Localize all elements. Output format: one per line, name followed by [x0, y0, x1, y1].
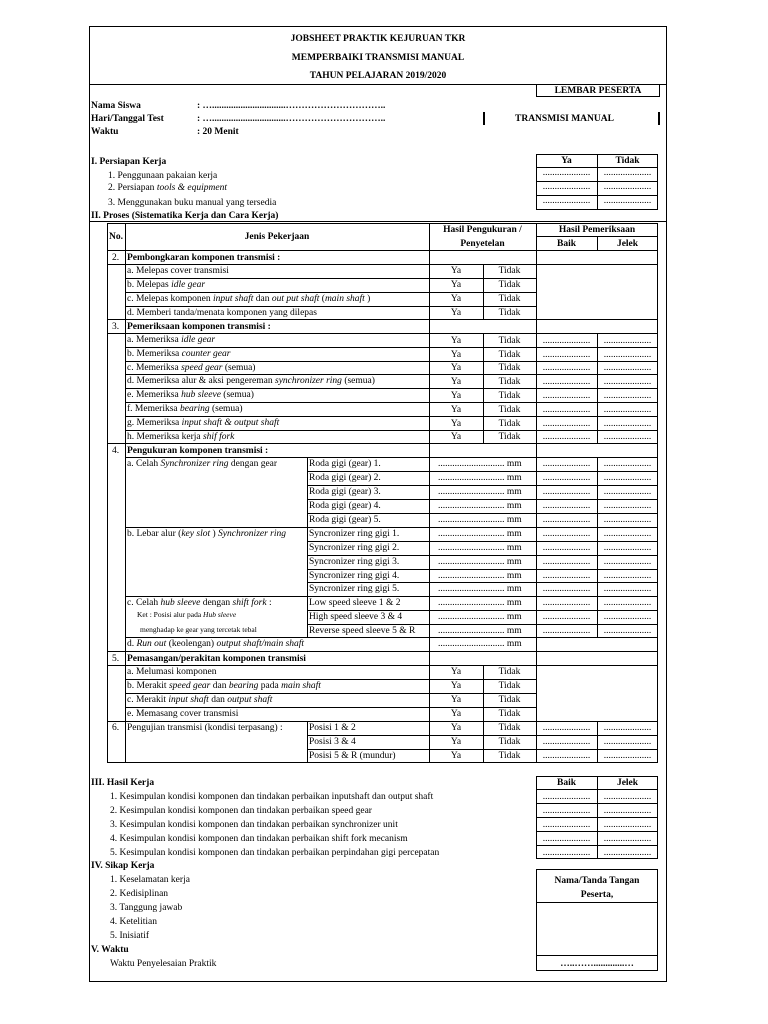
text-cell: .................... [603, 432, 652, 442]
text-cell: f. Memeriksa bearing (semua) [127, 404, 243, 414]
text-cell: Ya [450, 432, 462, 442]
group-6-title: Pengujian transmisi (kondisi terpasang) : [127, 723, 283, 733]
text-cell: ............................ mm [438, 626, 522, 636]
text-cell: Tidak [498, 723, 521, 733]
text-cell: 5. [112, 654, 120, 664]
text-cell: .................... [603, 723, 652, 733]
table-rule [536, 803, 658, 804]
text-cell: .................... [603, 363, 652, 373]
section-5-title: V. Waktu [91, 945, 129, 955]
text-cell: 5. Kesimpulan kondisi komponen dan tindakan perbaikan perpindahan gigi percepatan [110, 848, 440, 858]
text-cell: .................... [603, 196, 652, 206]
text-cell: a. Melepas cover transmisi [127, 266, 229, 276]
text-cell: .................... [542, 515, 591, 525]
text-cell: Tidak [498, 336, 521, 346]
text-cell: Ya [450, 280, 462, 290]
text-cell: Roda gigi (gear) 5. [309, 515, 381, 525]
text-cell: ............................ mm [438, 529, 522, 539]
baik-header: Baik [556, 239, 576, 249]
text-cell: 4. Ketelitian [110, 917, 157, 927]
text-cell: Tidak [498, 419, 521, 429]
text-cell: 1. Kesimpulan kondisi komponen dan tindakan perbaikan inputshaft dan output shaft [110, 792, 434, 802]
text-cell: .................... [542, 557, 591, 567]
text-cell: d. Run out (keolengan) output shaft/main shaft [127, 639, 305, 649]
text-cell: Ya [450, 391, 462, 401]
text-cell: ............................ mm [438, 639, 522, 649]
table-rule [536, 789, 658, 790]
text-cell: ............................ mm [438, 459, 522, 469]
text-cell: Syncronizer ring gigi 3. [309, 557, 400, 567]
text-cell: .................... [542, 723, 591, 733]
group-4-title: Pengukuran komponen transmisi : [127, 446, 269, 456]
text-cell: .................... [542, 820, 591, 830]
text-cell: Tidak [498, 294, 521, 304]
text-cell: ............................ mm [438, 487, 522, 497]
text-cell: .................... [603, 557, 652, 567]
text-cell: Tidak [498, 391, 521, 401]
text-cell: 6. [112, 723, 120, 733]
text-cell: .................... [542, 432, 591, 442]
text-cell: ............................ mm [438, 584, 522, 594]
text-cell: .................... [542, 487, 591, 497]
table-rule [307, 721, 308, 763]
text-cell: Roda gigi (gear) 2. [309, 473, 381, 483]
text-cell: Tidak [498, 350, 521, 360]
text-cell: High speed sleeve 3 & 4 [309, 612, 403, 622]
persiapan-item-1: 1. Penggunaan pakaian kerja [108, 171, 218, 181]
text-cell: .................... [542, 168, 591, 178]
text-cell: Roda gigi (gear) 4. [309, 501, 381, 511]
table-rule [107, 443, 658, 444]
text-cell: Ya [450, 709, 462, 719]
persiapan-tidak-header: Tidak [615, 156, 640, 166]
section-3-title: III. Hasil Kerja [91, 778, 155, 788]
text-cell: Tidak [498, 432, 521, 442]
text-cell: a. Memeriksa idle gear [127, 335, 216, 345]
text-cell: .................... [603, 487, 652, 497]
text-cell: .................... [603, 751, 652, 761]
text-cell: 2. Kedisiplinan [110, 889, 169, 899]
text-cell: .................... [603, 391, 652, 401]
table-rule [125, 250, 126, 319]
text-cell: 3. Kesimpulan kondisi komponen dan tindakan perbaikan synchronizer unit [110, 820, 398, 830]
text-cell: b. Melepas idle gear [127, 280, 206, 290]
text-cell: Ya [450, 294, 462, 304]
text-cell: d. Memeriksa alur & aksi pengereman synchronizer ring (semua) [127, 376, 375, 386]
text-cell: .................... [542, 598, 591, 608]
text-cell: 1. Keselamatan kerja [110, 875, 190, 885]
header-title-1: JOBSHEET PRAKTIK KEJURUAN TKR [290, 34, 466, 44]
signature-label-1: Nama/Tanda Tangan [554, 876, 640, 886]
text-cell: Ya [450, 695, 462, 705]
text-cell: a. Melumasi komponen [127, 667, 217, 677]
header-title-3: TAHUN PELAJARAN 2019/2020 [309, 71, 447, 81]
text-cell: .................... [542, 834, 591, 844]
text-cell: .................... [603, 336, 652, 346]
text-cell: Tidak [498, 405, 521, 415]
text-cell: Ya [450, 363, 462, 373]
text-cell: Tidak [498, 308, 521, 318]
persiapan-item-3: 3. Menggunakan buku manual yang tersedia [108, 198, 277, 208]
text-cell: Low speed sleeve 1 & 2 [309, 598, 401, 608]
text-cell: Posisi 1 & 2 [309, 723, 356, 733]
text-cell: .................... [603, 571, 652, 581]
text-cell: .................... [603, 515, 652, 525]
transmisi-manual-label: TRANSMISI MANUAL [515, 114, 614, 124]
text-cell: .................... [603, 806, 652, 816]
waktu-label: Waktu [91, 127, 119, 137]
table-rule [89, 221, 667, 222]
header-title-2: MEMPERBAIKI TRANSMISI MANUAL [291, 53, 465, 63]
text-cell: d. Memberi tanda/menata komponen yang dilepas [127, 308, 317, 318]
text-cell: c. Melepas komponen input shaft dan out put shaft (main shaft ) [127, 294, 371, 304]
text-cell: Baik [556, 778, 576, 788]
transmisi-left-bar [483, 112, 485, 125]
text-cell: .................... [542, 848, 591, 858]
signature-dots: …..…….............… [560, 959, 634, 969]
text-cell: g. Memeriksa input shaft & output shaft [127, 418, 280, 428]
table-rule [536, 902, 658, 903]
text-cell: ............................ mm [438, 571, 522, 581]
table-rule [107, 250, 658, 251]
persiapan-ya-header: Ya [561, 156, 572, 166]
text-cell: a. Celah Synchronizer ring dengan gear [127, 459, 278, 469]
text-cell: .................... [603, 405, 652, 415]
text-cell: Ya [450, 419, 462, 429]
text-cell: .................... [542, 419, 591, 429]
table-rule [125, 651, 126, 721]
text-cell: 2. [112, 253, 120, 263]
text-cell: .................... [542, 612, 591, 622]
jelek-header: Jelek [616, 239, 639, 249]
lembar-peserta-label: LEMBAR PESERTA [554, 86, 642, 96]
text-cell: b. Memeriksa counter gear [127, 349, 231, 359]
table-rule [107, 319, 658, 320]
text-cell: Tidak [498, 695, 521, 705]
text-cell: 2. Kesimpulan kondisi komponen dan tindakan perbaikan speed gear [110, 806, 372, 816]
text-cell: Syncronizer ring gigi 2. [309, 543, 400, 553]
table-rule [125, 319, 126, 443]
text-cell: .................... [542, 350, 591, 360]
table-rule [125, 721, 126, 763]
text-cell: .................... [542, 391, 591, 401]
hari-value: : …...............................………………………….. [197, 114, 386, 124]
jenis-header: Jenis Pekerjaan [244, 232, 310, 242]
text-cell: ............................ mm [438, 557, 522, 567]
text-cell: .................... [542, 363, 591, 373]
text-cell: .................... [542, 501, 591, 511]
section-2-title: II. Proses (Sistematika Kerja dan Cara Kerja) [91, 211, 279, 221]
text-cell: Ya [450, 751, 462, 761]
text-cell: .................... [542, 459, 591, 469]
text-cell: .................... [603, 350, 652, 360]
text-cell: Tidak [498, 363, 521, 373]
hari-label: Hari/Tanggal Test [91, 114, 164, 124]
text-cell: Ya [450, 681, 462, 691]
text-cell: .................... [542, 377, 591, 387]
waktu-value: : 20 Menit [197, 127, 239, 137]
text-cell: h. Memeriksa kerja shif fork [127, 432, 235, 442]
hasil-header-2: Penyetelan [460, 239, 505, 249]
text-cell: Posisi 5 & R (mundur) [309, 751, 396, 761]
text-cell: Ya [450, 336, 462, 346]
signature-label-2: Peserta, [580, 890, 614, 900]
text-cell: .................... [542, 405, 591, 415]
text-cell: Ket : Posisi alur pada Hub sleeve [137, 610, 237, 619]
text-cell: .................... [603, 626, 652, 636]
text-cell: .................... [542, 584, 591, 594]
text-cell: Posisi 3 & 4 [309, 737, 356, 747]
text-cell: ............................ mm [438, 515, 522, 525]
text-cell: .................... [542, 571, 591, 581]
text-cell: Syncronizer ring gigi 5. [309, 584, 400, 594]
text-cell: c. Merakit input shaft dan output shaft [127, 695, 273, 705]
text-cell: b. Merakit speed gear dan bearing pada main shaft [127, 681, 321, 691]
hasil-header-1: Hasil Pengukuran / [443, 225, 522, 235]
text-cell: Ya [450, 350, 462, 360]
text-cell: .................... [542, 806, 591, 816]
text-cell: .................... [603, 529, 652, 539]
transmisi-right-bar [658, 112, 660, 125]
group-5-title: Pemasangan/perakitan komponen transmisi [127, 654, 306, 664]
text-cell: Syncronizer ring gigi 4. [309, 571, 400, 581]
text-cell: .................... [542, 196, 591, 206]
no-header: No. [109, 232, 123, 242]
text-cell: .................... [542, 182, 591, 192]
section-1-title: I. Persiapan Kerja [91, 157, 167, 167]
text-cell: .................... [603, 792, 652, 802]
text-cell: Roda gigi (gear) 3. [309, 487, 381, 497]
table-rule [536, 236, 658, 237]
text-cell: Ya [450, 667, 462, 677]
text-cell: .................... [603, 543, 652, 553]
text-cell: Ya [450, 266, 462, 276]
text-cell: Tidak [498, 280, 521, 290]
persiapan-item-2: 2. Persiapan tools & equipment [108, 183, 228, 193]
text-cell: .................... [603, 182, 652, 192]
text-cell: menghadap ke gear yang tercetak tebal [140, 625, 257, 634]
pemeriksaan-header: Hasil Pemeriksaan [558, 225, 636, 235]
text-cell: Tidak [498, 681, 521, 691]
text-cell: Ya [450, 377, 462, 387]
text-cell: b. Lebar alur (key slot ) Synchronizer ring [127, 529, 287, 539]
table-rule [536, 845, 658, 846]
nama-value: : …...............................………………………….. [197, 101, 386, 111]
table-rule [536, 817, 658, 818]
table-rule [536, 831, 658, 832]
table-rule [536, 955, 658, 956]
text-cell: e. Memeriksa hub sleeve (semua) [127, 390, 254, 400]
text-cell: Tidak [498, 709, 521, 719]
text-cell: ............................ mm [438, 501, 522, 511]
text-cell: .................... [603, 598, 652, 608]
text-cell: .................... [603, 848, 652, 858]
group-3-title: Pemeriksaan komponen transmisi : [127, 322, 271, 332]
text-cell: .................... [603, 737, 652, 747]
text-cell: Tidak [498, 751, 521, 761]
text-cell: .................... [603, 834, 652, 844]
text-cell: .................... [542, 473, 591, 483]
text-cell: .................... [603, 820, 652, 830]
section-4-title: IV. Sikap Kerja [91, 861, 155, 871]
text-cell: Ya [450, 723, 462, 733]
text-cell: Tidak [498, 667, 521, 677]
text-cell: Ya [450, 308, 462, 318]
text-cell: Jelek [616, 778, 639, 788]
text-cell: 5. Inisiatif [110, 931, 150, 941]
text-cell: .................... [542, 626, 591, 636]
text-cell: Tidak [498, 266, 521, 276]
text-cell: Tidak [498, 377, 521, 387]
text-cell: .................... [542, 737, 591, 747]
text-cell: .................... [603, 584, 652, 594]
table-rule [107, 651, 658, 652]
text-cell: c. Memeriksa speed gear (semua) [127, 363, 256, 373]
text-cell: .................... [603, 377, 652, 387]
text-cell: .................... [542, 336, 591, 346]
text-cell: Roda gigi (gear) 1. [309, 459, 381, 469]
text-cell: .................... [603, 501, 652, 511]
text-cell: 4. Kesimpulan kondisi komponen dan tindakan perbaikan shift fork mecanism [110, 834, 408, 844]
text-cell: Waktu Penyelesaian Praktik [110, 959, 217, 969]
text-cell: ............................ mm [438, 473, 522, 483]
text-cell: e. Memasang cover transmisi [127, 709, 239, 719]
text-cell: .................... [603, 612, 652, 622]
text-cell: .................... [603, 459, 652, 469]
text-cell: 3. Tanggung jawab [110, 903, 183, 913]
text-cell: Syncronizer ring gigi 1. [309, 529, 400, 539]
text-cell: ............................ mm [438, 598, 522, 608]
table-rule [125, 443, 126, 651]
text-cell: .................... [603, 473, 652, 483]
nama-label: Nama Siswa [91, 101, 141, 111]
group-2-title: Pembongkaran komponen transmisi : [127, 253, 281, 263]
text-cell: 3. [112, 322, 120, 332]
text-cell: .................... [542, 543, 591, 553]
text-cell: c. Celah hub sleeve dengan shift fork : [127, 598, 272, 608]
text-cell: ............................ mm [438, 543, 522, 553]
text-cell: Reverse speed sleeve 5 & R [309, 626, 416, 636]
text-cell: .................... [542, 529, 591, 539]
text-cell: .................... [542, 751, 591, 761]
text-cell: 4. [112, 446, 120, 456]
text-cell: .................... [603, 168, 652, 178]
text-cell: Ya [450, 405, 462, 415]
text-cell: Tidak [498, 737, 521, 747]
text-cell: .................... [542, 792, 591, 802]
text-cell: Ya [450, 737, 462, 747]
text-cell: .................... [603, 419, 652, 429]
text-cell: ............................ mm [438, 612, 522, 622]
